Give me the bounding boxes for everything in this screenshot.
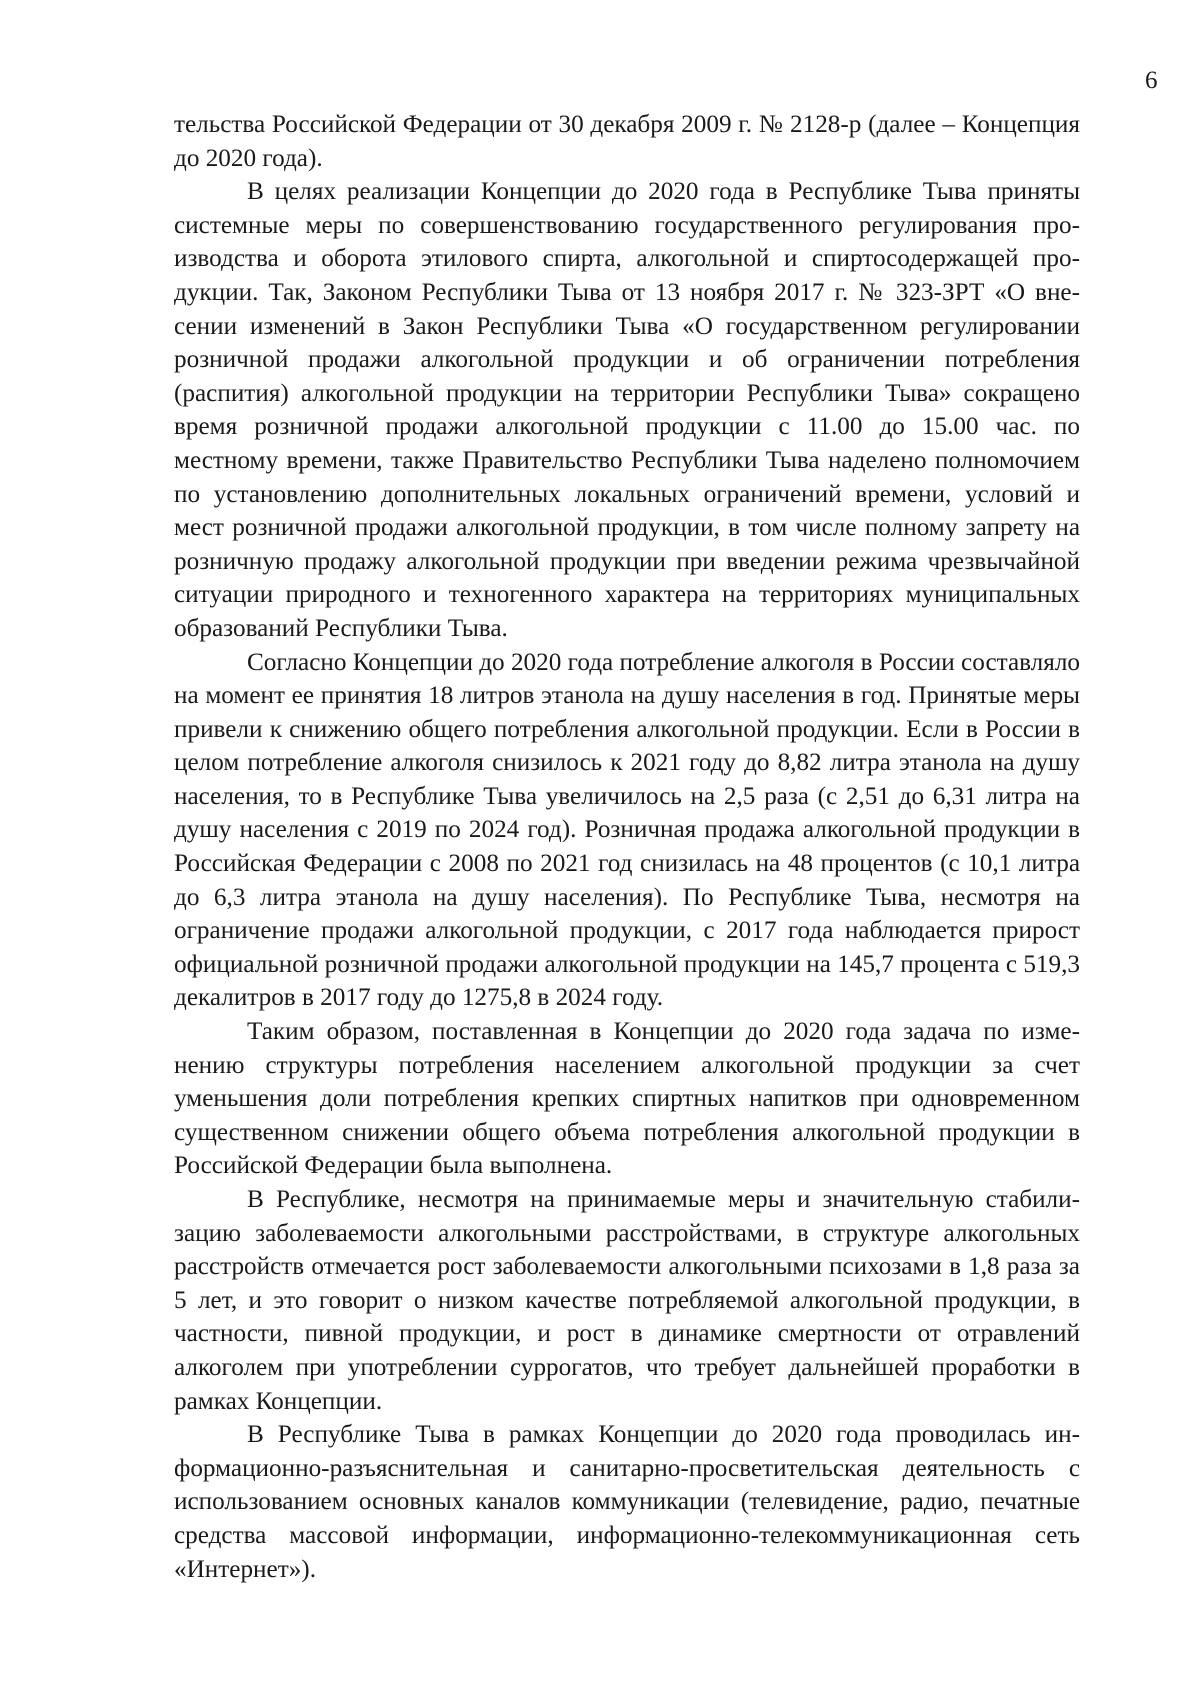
paragraph-measures: В целях реализации Концепции до 2020 года в Республике Тыва приняты системные меры по совершенствованию государственного регулирования производства и оборота этилового спирта, алкогольной и спиртосодержащей продукции. Так, Законом Республики Тыва от 13 ноября 2017 г. № 323-ЗРТ «О внесении изменений в Закон Республики Тыва «О государственном регулировании розничной продажи алкогольной продукции и об ограничении потребления (распития) алкогольной продукции на территории Республики Тыва» сокращено время розничной продажи алкогольной продукции с 11.00 до 15.00 час. по местному времени, также Правительство Республики Тыва наделено полномочием по установлению дополнительных локальных ограничений времени, условий и мест розничной продажи алкогольной продукции, в том числе полному запрету на розничную продажу алкогольной продукции при введении режима чрезвычайной ситуации природного и техногенного характера на территориях муниципальных образований Республики Тыва. bbox=[174, 178, 1080, 642]
paragraph-morbidity: В Республике, несмотря на принимаемые меры и значительную стабилизацию заболеваемости алкогольными расстройствами, в структуре алкогольных расстройств отмечается рост заболеваемости алкогольными психозами в 1,8 раза за 5 лет, и это говорит о низком качестве потребляемой алкогольной продукции, в частности, пивной продукции, и рост в динамике смертности от отравлений алкоголем при употреблении суррогатов, что требует дальнейшей проработки в рамках Концепции. bbox=[174, 1186, 1080, 1415]
document-body bbox=[174, 108, 1080, 1586]
paragraph-continuation: тельства Российской Федерации от 30 декабря 2009 г. № 2128-р (далее – Концепция до 2020 года). bbox=[174, 111, 1080, 172]
page-number: 6 bbox=[1145, 67, 1158, 94]
paragraph-consumption-statistics: Согласно Концепции до 2020 года потребление алкоголя в России составляло на момент ее принятия 18 литров этанола на душу населения в год. Принятые меры привели к снижению общего потребления алкогольной продукции. Если в России в целом потребление алкоголя снизилось к 2021 году до 8,82 литра этанола на душу населения, то в Республике Тыва увеличилось на 2,5 раза (с 2,51 до 6,31 литра на душу населения с 2019 по 2024 год). Розничная продажа алкогольной продукции в Российская Федерации с 2008 по 2021 год снизилась на 48 процентов (с 10,1 литра до 6,3 литра этанола на душу населения). По Республике Тыва, несмотря на ограничение продажи алкогольной продукции, с 2017 года наблюдается прирост официальной розничной продажи алкогольной продукции на 145,7 процента с 519,3 декалитров в 2017 году до 1275,8 в 2024 году. bbox=[174, 648, 1080, 1012]
paragraph-conclusion: Таким образом, поставленная в Концепции до 2020 года задача по изменению структуры потребления населением алкогольной продукции за счет уменьшения доли потребления крепких спиртных напитков при одновременном существенном снижении общего объема потребления алкогольной продукции в Российской Федерации была выполнена. bbox=[174, 1018, 1080, 1180]
paragraph-information-activity: В Республике Тыва в рамках Концепции до 2020 года проводилась информационно-разъяснительная и санитарно-просветительская деятельность с использованием основных каналов коммуникации (телевидение, радио, печатные средства массовой информации, информационно-телекоммуникационная сеть «Интернет»). bbox=[174, 1421, 1080, 1583]
